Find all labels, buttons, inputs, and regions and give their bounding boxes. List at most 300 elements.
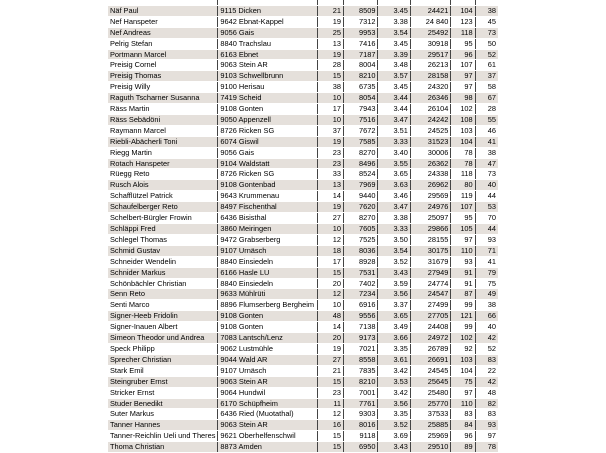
amount-cell: 24320 [410,82,451,93]
percent-cell: 3.38 [378,16,410,27]
count-cell: 10 [317,300,343,311]
percent-cell: 3.52 [378,420,410,431]
count-cell: 25 [317,27,343,38]
score-cell: 41 [475,256,498,267]
location-cell: 8840 Trachslau [218,38,317,49]
results-table-sheet [108,0,498,452]
value-cell: 8270 [344,213,378,224]
index-cell: 89 [451,442,475,453]
location-cell: 9056 Gais [218,147,317,158]
index-cell: 119 [451,191,475,202]
table-row [108,420,498,431]
location-cell: 9100 Herisau [218,82,317,93]
table-row [108,234,498,245]
index-cell: 105 [451,224,475,235]
location-cell: 9062 Lustmühle [218,343,317,354]
location-cell: 6170 Schüpfheim [218,398,317,409]
count-cell: 15 [317,267,343,278]
table-row [108,213,498,224]
amount-cell: 24774 [410,278,451,289]
location-cell: 9633 Mühlrüti [218,289,317,300]
location-cell: 7419 Scheid [218,93,317,104]
percent-cell: 3.47 [378,114,410,125]
table-row [108,322,498,333]
index-cell: 97 [451,387,475,398]
results-table [108,0,498,453]
score-cell: 97 [475,431,498,442]
name-cell: Schlegel Thomas [108,234,218,245]
amount-cell: 25480 [410,387,451,398]
percent-cell: 3.47 [378,202,410,213]
value-cell: 8270 [344,147,378,158]
location-cell: 9108 Gonten [218,322,317,333]
index-cell: 99 [451,322,475,333]
index-cell: 118 [451,27,475,38]
table-row [108,180,498,191]
name-cell: Thoma Christian [108,442,218,453]
value-cell: 9173 [344,333,378,344]
percent-cell: 3.55 [378,158,410,169]
location-cell: 8840 Einsiedeln [218,256,317,267]
location-cell: 9063 Stein AR [218,60,317,71]
amount-cell: 25645 [410,376,451,387]
percent-cell: 3.42 [378,387,410,398]
table-row [108,16,498,27]
value-cell: 8210 [344,71,378,82]
location-cell: 9643 Krummenau [218,191,317,202]
amount-cell: 37533 [410,409,451,420]
name-cell: Stricker Ernst [108,387,218,398]
value-cell: 7234 [344,289,378,300]
index-cell: 97 [451,234,475,245]
value-cell: 7620 [344,202,378,213]
name-cell: Riegg Martin [108,147,218,158]
value-cell: 6735 [344,82,378,93]
percent-cell: 3.48 [378,60,410,71]
score-cell: 67 [475,93,498,104]
value-cell: 9440 [344,191,378,202]
amount-cell: 24525 [410,125,451,136]
count-cell: 23 [317,387,343,398]
location-cell: 9472 Grabserberg [218,234,317,245]
amount-cell: 31523 [410,136,451,147]
index-cell: 103 [451,354,475,365]
location-cell: 9063 Stein AR [218,376,317,387]
amount-cell: 25492 [410,27,451,38]
index-cell: 96 [451,431,475,442]
location-cell: 9044 Wald AR [218,354,317,365]
name-cell: Senti Marco [108,300,218,311]
table-row [108,354,498,365]
value-cell: 8004 [344,60,378,71]
count-cell: 23 [317,147,343,158]
count-cell: 19 [317,49,343,60]
location-cell: 9621 Oberhelfenschwil [218,431,317,442]
value-cell: 7021 [344,343,378,354]
table-row [108,333,498,344]
name-cell: Raguth Tscharner Susanna [108,93,218,104]
count-cell: 13 [317,38,343,49]
count-cell: 48 [317,311,343,322]
count-cell: 33 [317,169,343,180]
value-cell: 8496 [344,158,378,169]
count-cell: 11 [317,398,343,409]
count-cell: 12 [317,234,343,245]
index-cell: 95 [451,213,475,224]
index-cell: 104 [451,136,475,147]
score-cell: 52 [475,49,498,60]
count-cell: 16 [317,420,343,431]
percent-cell: 3.65 [378,311,410,322]
score-cell: 53 [475,202,498,213]
score-cell: 73 [475,27,498,38]
count-cell: 27 [317,213,343,224]
count-cell: 13 [317,180,343,191]
count-cell: 14 [317,191,343,202]
count-cell: 10 [317,93,343,104]
name-cell: Speck Philipp [108,343,218,354]
amount-cell: 26362 [410,158,451,169]
score-cell: 58 [475,82,498,93]
score-cell: 49 [475,289,498,300]
percent-cell: 3.33 [378,224,410,235]
value-cell: 7138 [344,322,378,333]
count-cell: 20 [317,278,343,289]
index-cell: 98 [451,93,475,104]
score-cell: 75 [475,278,498,289]
location-cell: 3860 Meiringen [218,224,317,235]
value-cell: 9303 [344,409,378,420]
value-cell: 7835 [344,365,378,376]
index-cell: 93 [451,256,475,267]
value-cell: 7531 [344,267,378,278]
score-cell: 78 [475,442,498,453]
location-cell: 8726 Ricken SG [218,169,317,180]
value-cell: 9556 [344,311,378,322]
score-cell: 71 [475,245,498,256]
amount-cell: 26104 [410,104,451,115]
location-cell: 9103 Schwellbrunn [218,71,317,82]
index-cell: 104 [451,5,475,16]
count-cell: 38 [317,82,343,93]
amount-cell: 30918 [410,38,451,49]
index-cell: 123 [451,16,475,27]
amount-cell: 25969 [410,431,451,442]
count-cell: 15 [317,71,343,82]
index-cell: 118 [451,169,475,180]
amount-cell: 27949 [410,267,451,278]
location-cell: 9063 Stein AR [218,420,317,431]
count-cell: 14 [317,322,343,333]
table-row [108,245,498,256]
percent-cell: 3.56 [378,289,410,300]
amount-cell: 25885 [410,420,451,431]
amount-cell: 26789 [410,343,451,354]
name-cell: Schönbächler Christian [108,278,218,289]
index-cell: 96 [451,49,475,60]
percent-cell: 3.33 [378,136,410,147]
percent-cell: 3.53 [378,376,410,387]
count-cell: 15 [317,376,343,387]
amount-cell: 26346 [410,93,451,104]
amount-cell: 28158 [410,71,451,82]
value-cell: 8524 [344,169,378,180]
amount-cell: 26962 [410,180,451,191]
name-cell: Räss Sebädöni [108,114,218,125]
table-row [108,398,498,409]
percent-cell: 3.37 [378,300,410,311]
percent-cell: 3.69 [378,431,410,442]
count-cell: 17 [317,104,343,115]
name-cell: Rotach Hanspeter [108,158,218,169]
value-cell: 8558 [344,354,378,365]
location-cell: 8840 Einsiedeln [218,278,317,289]
name-cell: Sprecher Christian [108,354,218,365]
name-cell: Steingruber Ernst [108,376,218,387]
name-cell: Suter Markus [108,409,218,420]
index-cell: 87 [451,289,475,300]
table-row [108,5,498,16]
name-cell: Schnider Markus [108,267,218,278]
percent-cell: 3.42 [378,365,410,376]
count-cell: 15 [317,431,343,442]
score-cell: 44 [475,191,498,202]
table-row [108,409,498,420]
percent-cell: 3.56 [378,398,410,409]
amount-cell: 24547 [410,289,451,300]
value-cell: 9953 [344,27,378,38]
table-row [108,202,498,213]
location-cell: 8896 Flumserberg Bergheim [218,300,317,311]
table-row [108,431,498,442]
index-cell: 121 [451,311,475,322]
table-row [108,311,498,322]
score-cell: 50 [475,38,498,49]
score-cell: 37 [475,71,498,82]
name-cell: Preisig Willy [108,82,218,93]
index-cell: 99 [451,300,475,311]
name-cell: Portmann Marcel [108,49,218,60]
index-cell: 110 [451,245,475,256]
name-cell: Senn Reto [108,289,218,300]
index-cell: 75 [451,376,475,387]
value-cell: 7605 [344,224,378,235]
name-cell: Preisig Thomas [108,71,218,82]
value-cell: 6950 [344,442,378,453]
percent-cell: 3.46 [378,191,410,202]
table-row [108,71,498,82]
percent-cell: 3.65 [378,169,410,180]
name-cell: Schläppi Fred [108,224,218,235]
index-cell: 91 [451,278,475,289]
table-row [108,300,498,311]
location-cell: 8497 Fischenthal [218,202,317,213]
amount-cell: 29866 [410,224,451,235]
amount-cell: 29510 [410,442,451,453]
amount-cell: 24 840 [410,16,451,27]
amount-cell: 25770 [410,398,451,409]
percent-cell: 3.45 [378,82,410,93]
index-cell: 104 [451,365,475,376]
index-cell: 78 [451,158,475,169]
value-cell: 6916 [344,300,378,311]
score-cell: 93 [475,420,498,431]
score-cell: 82 [475,398,498,409]
index-cell: 107 [451,60,475,71]
percent-cell: 3.43 [378,267,410,278]
index-cell: 84 [451,420,475,431]
table-row [108,442,498,453]
table-row [108,387,498,398]
index-cell: 95 [451,38,475,49]
amount-cell: 29517 [410,49,451,60]
percent-cell: 3.51 [378,125,410,136]
score-cell: 22 [475,365,498,376]
table-row [108,38,498,49]
value-cell: 8928 [344,256,378,267]
score-cell: 83 [475,354,498,365]
score-cell: 40 [475,322,498,333]
name-cell: Rüegg Reto [108,169,218,180]
percent-cell: 3.59 [378,278,410,289]
percent-cell: 3.50 [378,234,410,245]
score-cell: 83 [475,409,498,420]
percent-cell: 3.43 [378,442,410,453]
value-cell: 8054 [344,93,378,104]
table-row [108,147,498,158]
name-cell: Simeon Theodor und Andrea [108,333,218,344]
percent-cell: 3.49 [378,322,410,333]
count-cell: 12 [317,289,343,300]
value-cell: 7761 [344,398,378,409]
name-cell: Nef Hanspeter [108,16,218,27]
name-cell: Schelbert-Bürgler Frowin [108,213,218,224]
index-cell: 110 [451,398,475,409]
value-cell: 7187 [344,49,378,60]
value-cell: 7001 [344,387,378,398]
index-cell: 91 [451,267,475,278]
location-cell: 9107 Urnäsch [218,245,317,256]
count-cell: 18 [317,245,343,256]
index-cell: 97 [451,82,475,93]
amount-cell: 24976 [410,202,451,213]
name-cell: Schafflützel Patrick [108,191,218,202]
amount-cell: 30006 [410,147,451,158]
name-cell: Tanner Hannes [108,420,218,431]
location-cell: 6166 Hasle LU [218,267,317,278]
name-cell: Schneider Wendelin [108,256,218,267]
amount-cell: 27705 [410,311,451,322]
percent-cell: 3.63 [378,180,410,191]
score-cell: 42 [475,376,498,387]
value-cell: 7312 [344,16,378,27]
name-cell: Studer Benedikt [108,398,218,409]
count-cell: 37 [317,125,343,136]
amount-cell: 29569 [410,191,451,202]
location-cell: 9104 Waldstatt [218,158,317,169]
value-cell: 8210 [344,376,378,387]
table-row [108,114,498,125]
percent-cell: 3.44 [378,104,410,115]
name-cell: Preisig Cornel [108,60,218,71]
name-cell: Pelrig Stefan [108,38,218,49]
name-cell: Riebli-Abächerli Toni [108,136,218,147]
location-cell: 9064 Hundwil [218,387,317,398]
table-row [108,256,498,267]
amount-cell: 27499 [410,300,451,311]
index-cell: 107 [451,202,475,213]
score-cell: 70 [475,213,498,224]
index-cell: 97 [451,71,475,82]
value-cell: 7525 [344,234,378,245]
count-cell: 19 [317,16,343,27]
percent-cell: 3.57 [378,71,410,82]
amount-cell: 24545 [410,365,451,376]
score-cell: 47 [475,158,498,169]
table-row [108,82,498,93]
value-cell: 7516 [344,114,378,125]
table-row [108,136,498,147]
table-row [108,49,498,60]
percent-cell: 3.35 [378,343,410,354]
index-cell: 78 [451,147,475,158]
location-cell: 9642 Ebnat-Kappel [218,16,317,27]
count-cell: 17 [317,256,343,267]
value-cell: 7402 [344,278,378,289]
score-cell: 44 [475,224,498,235]
index-cell: 102 [451,333,475,344]
score-cell: 79 [475,267,498,278]
score-cell: 55 [475,114,498,125]
location-cell: 6074 Giswil [218,136,317,147]
percent-cell: 3.35 [378,409,410,420]
name-cell: Stark Emil [108,365,218,376]
count-cell: 10 [317,114,343,125]
amount-cell: 26213 [410,60,451,71]
score-cell: 66 [475,311,498,322]
score-cell: 93 [475,234,498,245]
index-cell: 108 [451,114,475,125]
name-cell: Signer-Inauen Albert [108,322,218,333]
percent-cell: 3.39 [378,49,410,60]
location-cell: 7083 Lantsch/Lenz [218,333,317,344]
score-cell: 28 [475,104,498,115]
percent-cell: 3.45 [378,38,410,49]
score-cell: 48 [475,387,498,398]
value-cell: 8016 [344,420,378,431]
table-row [108,60,498,71]
amount-cell: 24338 [410,169,451,180]
table-row [108,125,498,136]
table-row [108,376,498,387]
amount-cell: 30175 [410,245,451,256]
index-cell: 92 [451,343,475,354]
table-row [108,169,498,180]
location-cell: 6436 Ried (Muotathal) [218,409,317,420]
value-cell: 7943 [344,104,378,115]
percent-cell: 3.38 [378,213,410,224]
location-cell: 9108 Gontenbad [218,180,317,191]
score-cell: 52 [475,343,498,354]
percent-cell: 3.40 [378,147,410,158]
index-cell: 80 [451,180,475,191]
count-cell: 23 [317,158,343,169]
amount-cell: 28155 [410,234,451,245]
location-cell: 8726 Ricken SG [218,125,317,136]
count-cell: 15 [317,442,343,453]
percent-cell: 3.66 [378,333,410,344]
amount-cell: 24421 [410,5,451,16]
